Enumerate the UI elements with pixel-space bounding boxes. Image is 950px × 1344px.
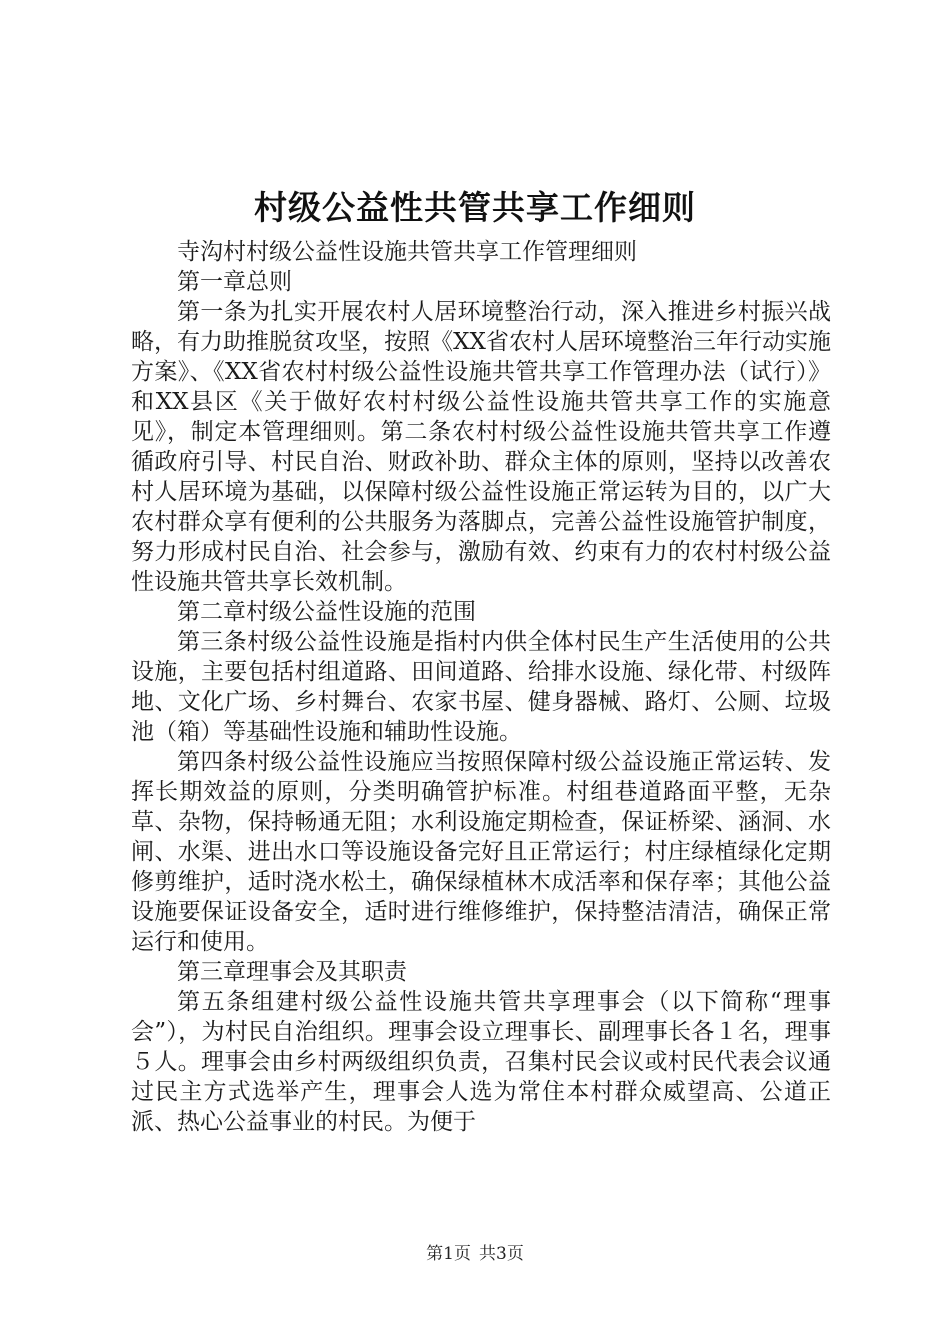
- paragraph-subtitle: 寺沟村村级公益性设施共管共享工作管理细则: [177, 239, 637, 265]
- document-body: [131, 237, 831, 1137]
- page-total: 共3页: [479, 1244, 524, 1264]
- chapter-heading-1: 第一章总则: [177, 269, 292, 295]
- page-footer: [0, 1243, 950, 1265]
- paragraph-article-5: 第五条组建村级公益性设施共管共享理事会（以下简称“理事会”），为村民自治组织。理事会设立理事长、副理事长各１名，理事５人。理事会由乡村两级组织负责，召集村民会议或村民代表会议通过民主方式选举产生，理事会人选为常住本村群众威望高、公道正派、热心公益事业的村民。为便于: [131, 989, 831, 1135]
- chapter-heading-3: 第三章理事会及其职责: [177, 959, 407, 985]
- paragraph-article-1-2: 第一条为扎实开展农村人居环境整治行动，深入推进乡村振兴战略，有力助推脱贫攻坚，按照《XX省农村人居环境整治三年行动实施方案》、《XX省农村村级公益性设施共管共享工作管理办法（试行）》和XX县区《关于做好农村村级公益性设施共管共享工作的实施意见》，制定本管理细则。第二条农村村级公益性设施共管共享工作遵循政府引导、村民自治、财政补助、群众主体的原则，坚持以改善农村人居环境为基础，以保障村级公益性设施正常运转为目的，以广大农村群众享有便利的公共服务为落脚点，完善公益性设施管护制度，努力形成村民自治、社会参与，激励有效、约束有力的农村村级公益性设施共管共享长效机制。: [131, 299, 831, 595]
- paragraph-article-4: 第四条村级公益性设施应当按照保障村级公益设施正常运转、发挥长期效益的原则，分类明确管护标准。村组巷道路面平整，无杂草、杂物，保持畅通无阻；水利设施定期检查，保证桥梁、涵洞、水闸、水渠、进出水口等设施设备完好且正常运行；村庄绿植绿化定期修剪维护，适时浇水松土，确保绿植林木成活率和保存率；其他公益设施要保证设备安全，适时进行维修维护，保持整洁清洁，确保正常运行和使用。: [131, 749, 831, 955]
- page-number: 第1页: [426, 1244, 471, 1264]
- document-title: 村级公益性共管共享工作细则: [254, 188, 696, 227]
- chapter-heading-2: 第二章村级公益性设施的范围: [177, 599, 476, 625]
- paragraph-article-3: 第三条村级公益性设施是指村内供全体村民生产生活使用的公共设施，主要包括村组道路、田间道路、给排水设施、绿化带、村级阵地、文化广场、乡村舞台、农家书屋、健身器械、路灯、公厕、垃圾池（箱）等基础性设施和辅助性设施。: [131, 629, 831, 745]
